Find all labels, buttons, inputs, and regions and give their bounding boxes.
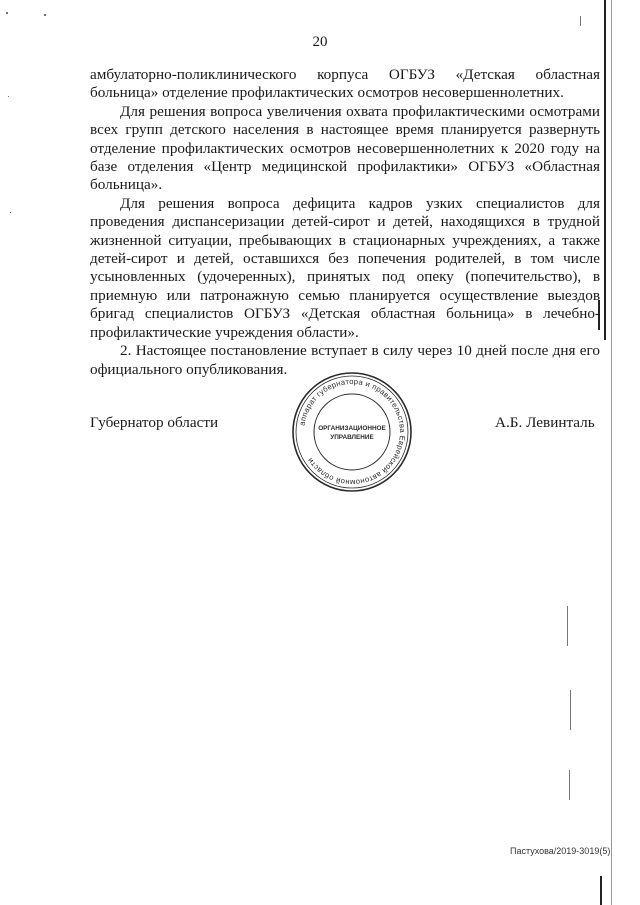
page-number: 20 — [312, 34, 328, 50]
scan-speck — [10, 212, 11, 213]
paragraph-entry-into-force: 2. Настоящее постановление вступает в силу через 10 дней после дня его официального опубликования. — [90, 342, 600, 378]
paragraph-prevention-exams: Для решения вопроса увеличения охвата профилактическими осмотрами всех групп детского населения в настоящее время планируется развернуть отделение профилактических осмотров несовершеннолетних к 2020 году на базе отделения «Центр медицинской профилактики» ОГБУЗ «Областная больница». — [90, 102, 600, 194]
stamp-ring-text: аппарат губернатора и правительства Еврейской автономной области — [297, 376, 408, 488]
stamp-center-line-1: ОРГАНИЗАЦИОННОЕ — [318, 425, 386, 432]
document-reference: Пастухова/2019-3019(5) — [510, 846, 611, 856]
paragraph-staff-deficit: Для решения вопроса дефицита кадров узких специалистов для проведения диспансеризации детей-сирот и детей, находящихся в трудной жизненной ситуации, пребывающих в стационарных учреждениях, а также детей-сирот и детей, оставшихся без попечения родителей, в том числе усыновленных (удочеренных), принятых под опеку (попечительство), в приемную или патронажную семью планируется осуществление выездов бригад специалистов ОГБУЗ «Детская областная больница» в лечебно-профилактические учреждения области». — [90, 194, 600, 341]
scan-speck — [8, 96, 9, 97]
scan-edge-line — [611, 0, 612, 905]
scan-speck — [44, 14, 46, 16]
signatory-position: Губернатор области — [90, 414, 219, 431]
stamp-outer-ring — [293, 373, 411, 491]
scan-edge-line — [600, 876, 602, 905]
scan-mark — [569, 770, 570, 800]
scan-speck — [6, 12, 8, 14]
stamp-inner-ring — [314, 394, 390, 470]
paragraph-continuation: амбулаторно-поликлинического корпуса ОГБУЗ «Детская областная больница» отделение профилактических осмотров несовершеннолетних. — [90, 66, 600, 102]
signatory-name: А.Б. Левинталь — [495, 414, 595, 431]
stamp-center-line-2: УПРАВЛЕНИЕ — [330, 434, 374, 441]
scan-edge-line — [604, 0, 606, 340]
document-body — [90, 66, 600, 379]
stamp-outer-ring-inner — [296, 376, 408, 488]
scan-mark — [570, 690, 571, 730]
scan-mark — [567, 606, 568, 646]
scan-mark — [580, 16, 581, 26]
official-stamp-icon — [290, 370, 414, 494]
